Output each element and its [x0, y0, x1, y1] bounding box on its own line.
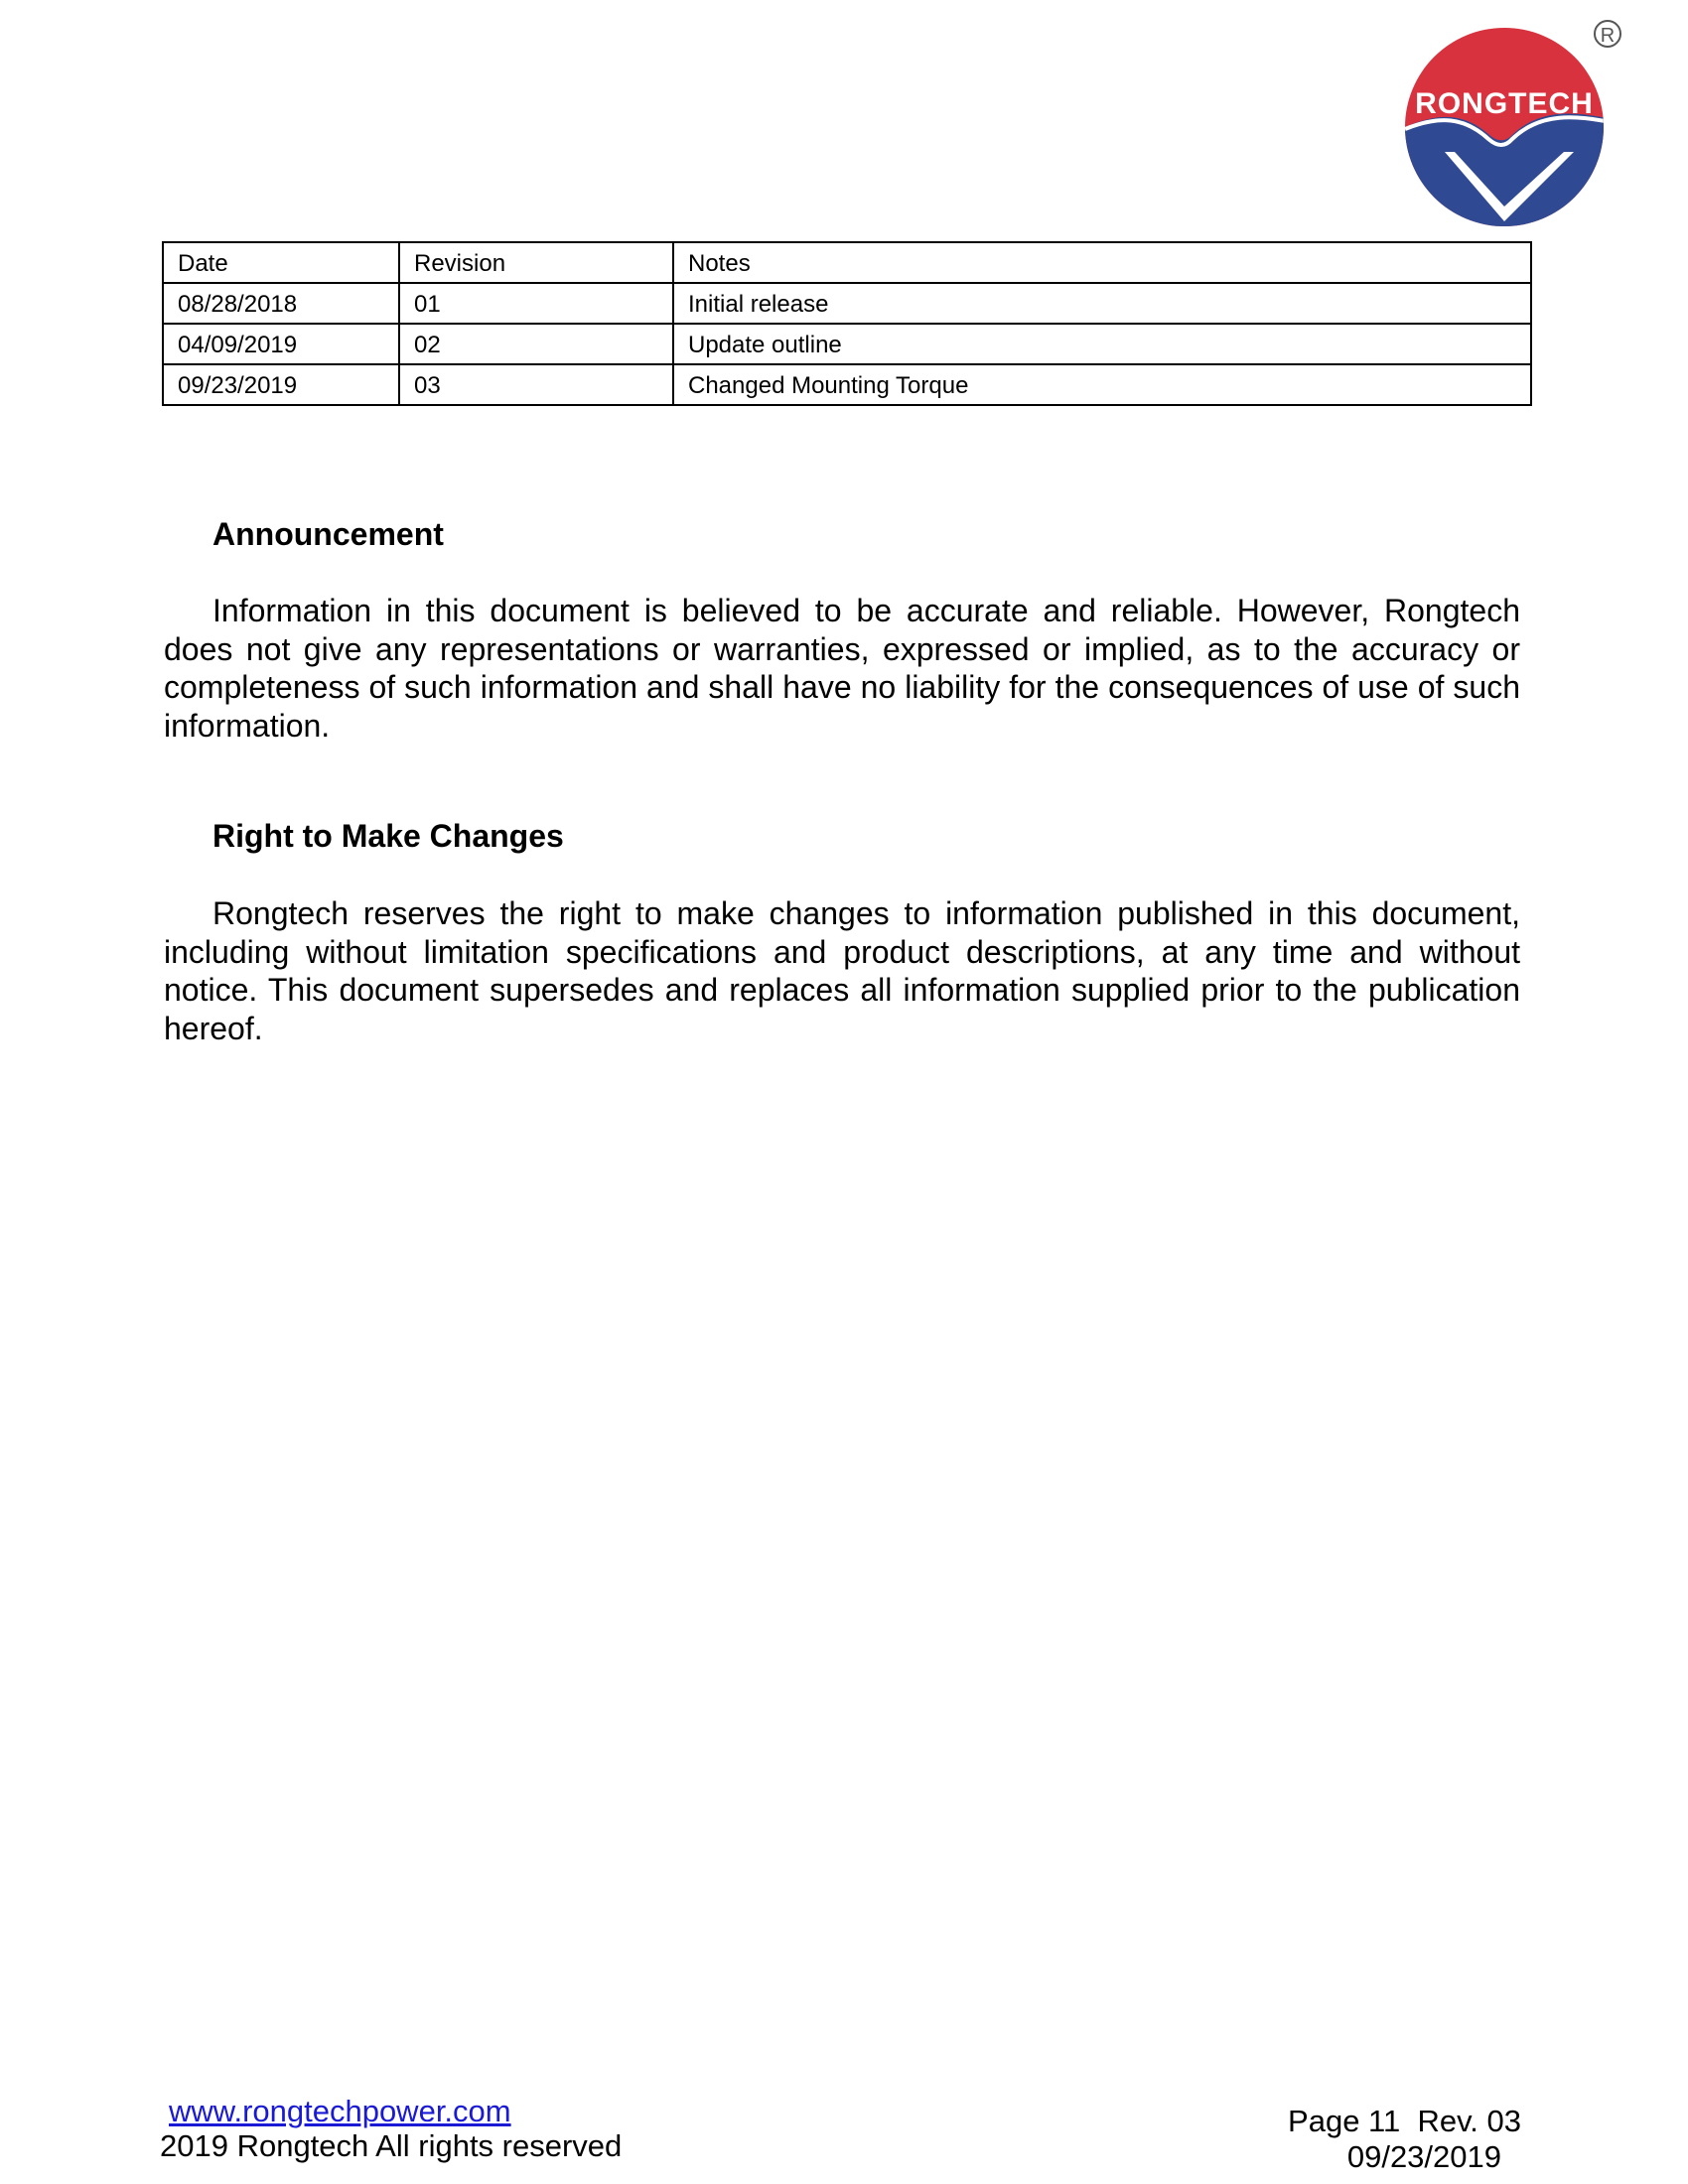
header-date: Date — [163, 242, 399, 283]
cell-date: 08/28/2018 — [163, 283, 399, 324]
table-row — [163, 283, 1531, 324]
cell-revision: 02 — [399, 324, 673, 364]
cell-revision: 01 — [399, 283, 673, 324]
table-row — [163, 324, 1531, 364]
cell-date: 09/23/2019 — [163, 364, 399, 405]
page-revision: Page 11 Rev. 03 — [1288, 2104, 1521, 2138]
cell-notes: Initial release — [673, 283, 1531, 324]
copyright-text: 2019 Rongtech All rights reserved — [160, 2128, 623, 2163]
revision-table — [162, 241, 1532, 406]
rongtech-logo — [1405, 18, 1623, 226]
header-revision: Revision — [399, 242, 673, 283]
footer-date: 09/23/2019 — [1346, 2139, 1501, 2174]
announcement-heading: Announcement — [212, 516, 444, 552]
logo-text: RONGTECH — [1415, 87, 1594, 120]
cell-date: 04/09/2019 — [163, 324, 399, 364]
table-header-row — [163, 242, 1531, 283]
table-row — [163, 364, 1531, 405]
cell-notes: Update outline — [673, 324, 1531, 364]
website-link[interactable]: www.rongtechpower.com — [169, 2094, 511, 2128]
changes-body: Rongtech reserves the right to make changes to information published in this document, including without limitation specifications and product descriptions, at any time and without notice. This document supersedes and replaces all information supplied prior to the publication hereof. — [164, 895, 1520, 1046]
cell-revision: 03 — [399, 364, 673, 405]
announcement-body: Information in this document is believed to be accurate and reliable. However, Rongtech does not give any representations or warranties, expressed or implied, as to the accuracy or completeness of such information and shall have no liability for the consequences of use of such information. — [164, 593, 1520, 744]
header-notes: Notes — [673, 242, 1531, 283]
cell-notes: Changed Mounting Torque — [673, 364, 1531, 405]
registered-mark-text: R — [1600, 25, 1616, 47]
changes-heading: Right to Make Changes — [212, 818, 564, 854]
